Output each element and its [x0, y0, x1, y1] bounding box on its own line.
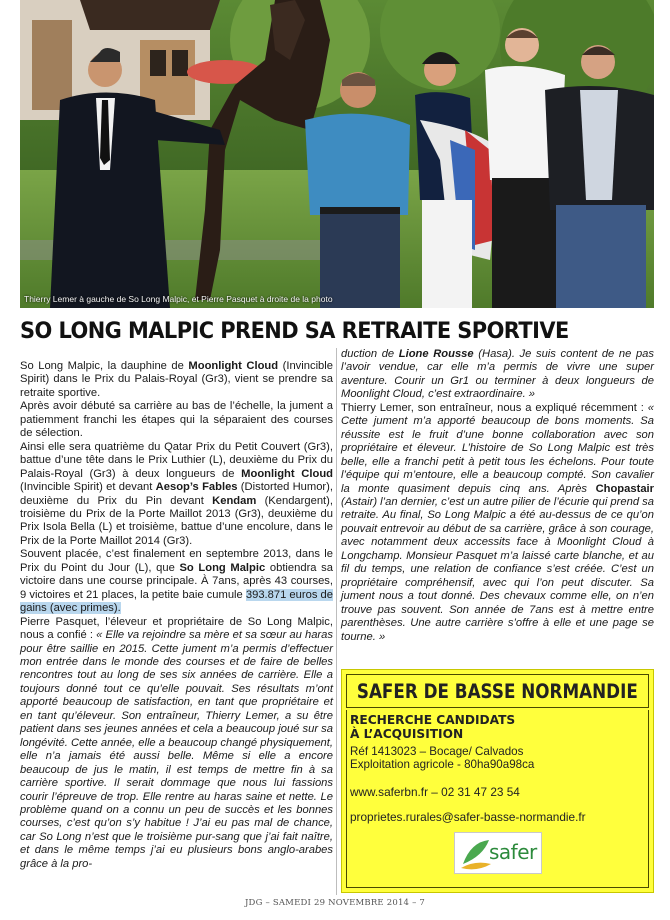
photo-illustration: [20, 0, 654, 308]
column-divider: [336, 348, 337, 895]
horse-name: Aesop’s Fables: [155, 481, 238, 494]
safer-logo: [454, 832, 542, 874]
quote-text: (Hasa). Je suis content de ne pas l’avoir vendue, car elle m’a permis de vivre une super aventure. Courir un Gr1 ou terminer à deux longueurs de Moonlight Cloud, c’est extraordinaire. »: [341, 348, 654, 401]
photo-caption: Thierry Lemer à gauche de So Long Malpic, et Pierre Pasquet à droite de la photo: [24, 294, 333, 304]
page-footer: JDG – SAMEDI 29 NOVEMBRE 2014 – 7: [244, 898, 426, 908]
article-photo: [20, 0, 654, 308]
safer-logo-text: safer: [489, 840, 537, 864]
horse-name: So Long Malpic: [179, 561, 266, 574]
text-run: (Invincible Spirit) et devant: [20, 481, 156, 494]
paragraph: [20, 441, 333, 549]
text-run: (Kendargent), troisième du Prix de la Porte Maillot 2013 (Gr3), deuxième du Prix Isola Bella (L) et troisième, battue d’une encolure, dans le Prix de la Porte Maillot 2014 (Gr3).: [20, 494, 333, 547]
text-run: Ainsi elle sera quatrième du Qatar Prix du Petit Couvert (Gr3), battue d’une tête dans le Prix Luthier (L), deuxième du Prix du Palais-Royal (Gr3) à deux longueurs de: [20, 440, 333, 480]
highlighted-text[interactable]: 393.871 euros de gains (avec primes).: [20, 588, 333, 615]
paragraph: [20, 548, 333, 615]
text-run: Pierre Pasquet, l’éleveur et propriétaire de So Long Malpic, nous a confié :: [20, 615, 333, 642]
paragraph: [20, 616, 333, 872]
text-run: (Invincible Spirit) dans le Prix du Palais-Royal (Gr3), vient se prendre sa retraite sportive.: [20, 360, 333, 399]
advert-email[interactable]: proprietes.rurales@safer-basse-normandie.fr: [350, 810, 586, 825]
article-column-right: [341, 348, 654, 644]
paragraph: [341, 348, 654, 402]
text-run: Thierry Lemer, son entraîneur, nous a expliqué récemment :: [341, 401, 648, 414]
text-run: Souvent placée, c’est finalement en septembre 2013, dans le Prix du Point du Jour (L), que: [20, 548, 333, 574]
advert-exploitation: Exploitation agricole - 80ha90a98ca: [350, 758, 535, 772]
article-column-left: [20, 360, 333, 871]
quote-text: (Astair) l’an dernier, c’est un autre pilier de l’écurie qui prend sa retraite. Au final, So Long Malpic a été au-dessus de ce qu’on pouvait entrevoir au début de sa carrière, grâce à son courage, avec notamment deux accessits face à Moonlight Cloud à Longchamp. Monsieur Pasquet m’a laissé carte blanche, et au fil du temps, une relation de confiance s’est créée. C’est un propriétaire compréhensif, avec qui l’on peut discuter. Sa jument nous a tout donné. Des chevaux comme elle, on n’en trouve pas souvent. Son année de 7ans est à mettre entre parenthèses. Une autre carrière s’offre à elle et une page se tourne. »: [341, 495, 654, 643]
advert-reference: Réf 1413023 – Bocage/ Calvados: [350, 745, 524, 758]
horse-name: Moonlight Cloud: [188, 360, 279, 372]
article-headline: SO LONG MALPIC PREND SA RETRAITE SPORTIVE: [20, 318, 569, 344]
advert-header: [346, 674, 649, 708]
paragraph: [341, 402, 654, 644]
advert-body: [346, 710, 649, 888]
advert-website-phone[interactable]: www.saferbn.fr – 02 31 47 23 54: [350, 785, 520, 800]
quote-text: « Elle va rejoindre sa mère et sa sœur au haras pour être saillie en 2015. Cette jument m’a permis d’effectuer mon entrée dans le monde des courses et de faire de belles rencontres tout au long de ses six années de carrière. Elle a toujours donné tout ce qu’elle pouvait. Ses résultats m’ont apporté beaucoup de satisfaction, en tant que propriétaire et en tant qu’éleveur. Son entraîneur, Thierry Lemer, a su être patient dans ses jeunes années et cela a beaucoup joué sur sa longévité. Cette année, elle a beaucoup changé physiquement, elle n’a jamais été aussi belle. Même si elle a encore beaucoup de jus le matin, il est temps de mettre fin à sa carrière sportive. Il serait dommage que nous lui fassions courir l’épreuve de trop. Elle rentre au haras saine et nette. Le problème quand on a connu un peu de succès et les bonnes courses, c’est qu’on s’y habitue ! J’ai eu pas mal de chance, car So Long n’est que le troisième pur-sang que j’ai fait naître, et dans le même temps j’ai eu plusieurs bons anglo-arabes grâce à la pro-: [20, 629, 333, 870]
text-run: (Distorted Humor), deuxième du Prix du Pin devant: [20, 481, 333, 507]
paragraph: Après avoir débuté sa carrière au bas de l’échelle, la jument a patiemment franchi les étapes qui la séparaient des courses de sélection.: [20, 400, 333, 440]
text-run: So Long Malpic, la dauphine de: [20, 360, 189, 372]
advert-heading-2: À L’ACQUISITION: [350, 726, 464, 741]
paragraph: [20, 360, 333, 400]
horse-name: Moonlight Cloud: [241, 467, 333, 480]
quote-text: « Cette jument m’a apporté beaucoup de bons moments. Sa réussite est le fruit d’une bonne collaboration avec son propriétaire et éleveur. L’histoire de So Long Malpic est très belle, elle a franchi petit à petit tous les échelons. Pour toute l’équipe qui m’entoure, elle a beaucoup compté. Son cavalier la monte quasiment depuis cinq ans. Après: [341, 401, 654, 495]
horse-name: Lione Rousse: [398, 348, 474, 360]
text-run: obtiendra sa victoire dans une course principale. À 7ans, après 43 courses, 9 victoires et 21 places, la petite baie cumule: [20, 561, 333, 601]
advert-title: SAFER DE BASSE NORMANDIE: [357, 679, 638, 703]
advert-heading-1: RECHERCHE CANDIDATS: [350, 713, 516, 727]
quote-text: duction de: [341, 348, 399, 360]
horse-name: Kendam: [212, 494, 257, 507]
safer-advert[interactable]: [341, 669, 654, 893]
horse-name: Chopastair: [595, 482, 654, 495]
